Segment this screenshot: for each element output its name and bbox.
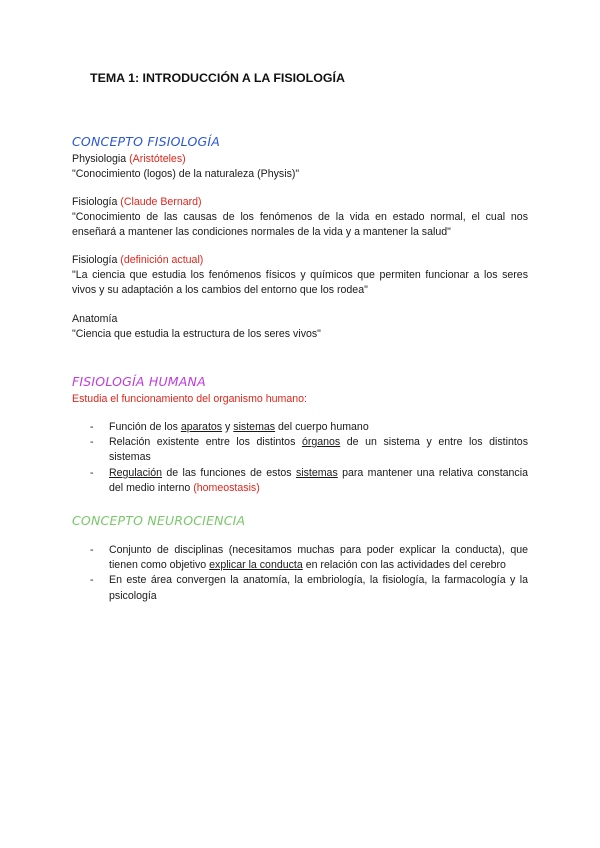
text: de un sistema y entre los distintos sistemas <box>109 436 528 464</box>
text: para mantener una relativa constancia del medio interno <box>109 466 528 494</box>
neuro-list <box>90 543 528 604</box>
text: de las funciones de estos <box>162 466 296 479</box>
section-heading-neuro: CONCEPTO NEUROCIENCIA <box>72 513 246 528</box>
list-item <box>90 466 528 496</box>
bullet: - <box>90 421 94 433</box>
highlighted-term: (homeostasis) <box>193 481 260 494</box>
text: en relación con las actividades del cerebro <box>302 559 506 572</box>
definition-anatomia <box>72 312 528 342</box>
list-item <box>90 543 528 573</box>
underlined-term: explicar la conducta <box>209 559 303 572</box>
underlined-term: órganos <box>301 436 341 449</box>
list-item <box>90 573 528 603</box>
quote: "Conocimiento de las causas de los fenómenos de la vida en estado normal, el cual nos enseñará a mantener las condiciones normales de la vida y a mantener la salud" <box>72 211 528 239</box>
definition-actual <box>72 253 528 299</box>
text: En este área convergen la anatomía, la embriología, la fisiología, la farmacología y la psicología <box>109 574 528 602</box>
page-title: TEMA 1: INTRODUCCIÓN A LA FISIOLOGÍA <box>90 71 345 85</box>
text: Conjunto de disciplinas (necesitamos muchas para poder explicar la conducta), que tienen como objetivo <box>109 544 528 572</box>
term: Fisiología <box>72 254 118 266</box>
quote: "Ciencia que estudia la estructura de los seres vivos" <box>72 328 321 341</box>
quote: "Conocimiento (logos) de la naturaleza (Physis)" <box>72 168 300 181</box>
author: (Aristóteles) <box>129 153 186 165</box>
bullet: - <box>90 544 94 556</box>
author: (Claude Bernard) <box>120 196 202 208</box>
list-item <box>90 435 528 465</box>
text: Relación existente entre los distintos <box>109 436 302 449</box>
underlined-term: Regulación <box>109 466 163 479</box>
section-heading-concepto: CONCEPTO FISIOLOGÍA <box>72 134 221 149</box>
bullet: - <box>90 436 94 449</box>
humana-list <box>90 420 528 496</box>
bullet: - <box>90 574 94 587</box>
underlined-term: aparatos <box>180 421 223 433</box>
author: (definición actual) <box>120 254 204 266</box>
term: Anatomía <box>72 313 118 325</box>
quote: "La ciencia que estudia los fenómenos físicos y químicos que permiten funcionar a los seres vivos y su adaptación a los cambios del entorno que los rodea" <box>72 269 528 297</box>
list-item <box>90 420 528 435</box>
underlined-term: sistemas <box>295 466 338 479</box>
definition-bernard <box>72 195 528 241</box>
bullet: - <box>90 466 94 479</box>
term: Physiologia <box>72 153 127 165</box>
underlined-term: sistemas <box>233 421 276 433</box>
text: del cuerpo humano <box>275 421 369 433</box>
section-heading-humana: FISIOLOGÍA HUMANA <box>72 374 206 389</box>
term: Fisiología <box>72 196 118 208</box>
definition-aristoteles <box>72 152 528 182</box>
humana-intro: Estudia el funcionamiento del organismo humano: <box>72 393 307 405</box>
text: Función de los <box>109 421 181 433</box>
text: y <box>222 421 234 433</box>
